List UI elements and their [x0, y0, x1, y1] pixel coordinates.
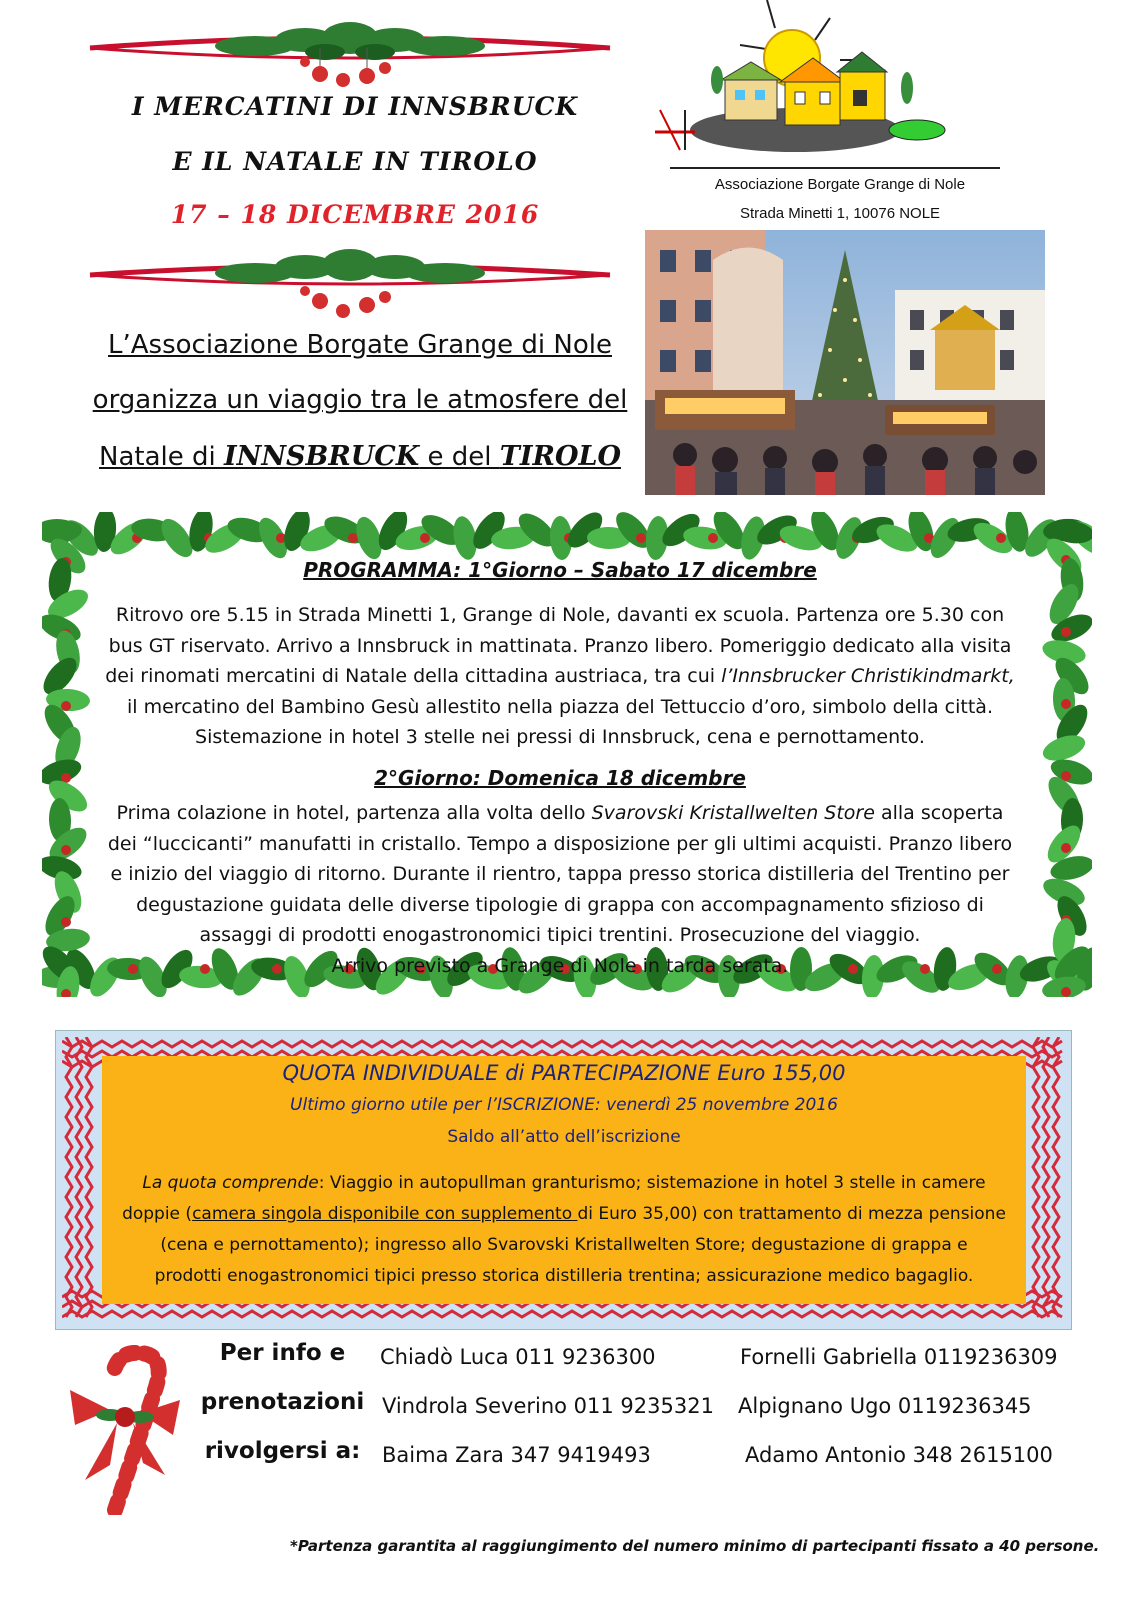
payment-note: Saldo all’atto dell’iscrizione [447, 1127, 681, 1147]
contact-chiado-luca: Chiadò Luca 011 9236300 [380, 1345, 656, 1369]
minimum-participants-note: *Partenza garantita al raggiungimento del numero minimo di partecipanti fissato a 40 persone. [290, 1537, 1100, 1555]
day1-line-4: il mercatino del Bambino Gesù allestito nella piazza del Tettuccio d’oro, simbolo della città. [127, 695, 993, 718]
day2-line-4: degustazione guidata delle diverse tipologie di grappa con accompagnamento sfizioso di [136, 893, 984, 916]
intro-line-3-mid: e del [419, 442, 500, 472]
title-line-1: I MERCATINI DI INNSBRUCK [131, 92, 579, 121]
association-address: Strada Minetti 1, 10076 NOLE [739, 205, 941, 222]
contacts-label-1: Per info e [219, 1340, 346, 1366]
contact-vindrola-severino: Vindrola Severino 011 9235321 [382, 1394, 714, 1418]
event-dates: 17 – 18 DICEMBRE 2016 [170, 200, 540, 229]
intro-line-1: L’Associazione Borgate Grange di Nole [108, 330, 612, 360]
swarovski-store-name: Svarovski Kristallwelten Store [591, 802, 875, 824]
includes-label: La quota comprende [142, 1173, 319, 1193]
day2-line-1-pre: Prima colazione in hotel, partenza alla volta dello [116, 802, 592, 824]
program-day2-heading: 2°Giorno: Domenica 18 dicembre [374, 766, 746, 790]
quota-includes [102, 1168, 1026, 1292]
quota-title: QUOTA INDIVIDUALE di PARTECIPAZIONE Euro 155,00 [282, 1061, 846, 1085]
contact-adamo-antonio: Adamo Antonio 348 2615100 [745, 1443, 1053, 1467]
candy-cane-icon [55, 1345, 200, 1515]
day2-line-5: assaggi di prodotti enogastronomici tipici trentini. Prosecuzione del viaggio. [199, 924, 921, 946]
day2-line-3: e inizio del viaggio di ritorno. Durante il rientro, tappa presso storica distilleria del Trentino per [110, 863, 1010, 885]
day1-line-2: bus GT riservato. Arrivo a Innsbruck in mattinata. Pranzo libero. Pomeriggio dedicato alla visita [108, 634, 1012, 657]
includes-line-1-text: : Viaggio in autopullman granturismo; sistemazione in hotel 3 stelle in camere [318, 1173, 986, 1193]
contact-alpignano-ugo: Alpignano Ugo 0119236345 [738, 1394, 1032, 1418]
day2-line-1-post: alla scoperta [874, 802, 1004, 824]
includes-line-1 [102, 1168, 1026, 1199]
intro-line-3-pre: Natale di [99, 442, 225, 472]
day1-line-1: Ritrovo ore 5.15 in Strada Minetti 1, Grange di Nole, davanti ex scuola. Partenza ore 5.30 con [115, 604, 1005, 626]
contacts-label-3: rivolgersi a: [204, 1438, 361, 1464]
christkindlmarkt-name: l’Innsbrucker Christikindmarkt, [721, 665, 1015, 687]
intro-line-3 [90, 441, 630, 472]
includes-line-2-post: di Euro 35,00) con trattamento di mezza pensione [577, 1204, 1006, 1224]
christmas-garland-middle [85, 245, 615, 325]
day1-line-3 [80, 661, 1040, 692]
includes-line-2-pre: doppie ( [122, 1204, 193, 1224]
day1-line-3-text: dei rinomati mercatini di Natale della cittadina austriaca, tra cui [105, 665, 722, 687]
includes-line-4: prodotti enogastronomici tipici presso storica distilleria trentina; assicurazione medico bagaglio. [154, 1266, 974, 1286]
registration-deadline: Ultimo giorno utile per l’ISCRIZIONE: venerdì 25 novembre 2016 [290, 1095, 838, 1115]
day2-line-1 [80, 798, 1040, 829]
contact-baima-zara: Baima Zara 347 9419493 [382, 1443, 651, 1467]
day2-line-2: dei “luccicanti” manufatti in cristallo. Tempo a disposizione per gli ultimi acquisti. Pranzo libero [107, 832, 1013, 855]
program-day1-heading: PROGRAMMA: 1°Giorno – Sabato 17 dicembre [303, 558, 817, 582]
contact-fornelli-gabriella: Fornelli Gabriella 0119236309 [740, 1345, 1058, 1369]
program-day2-text [80, 798, 1040, 981]
innsbruck-market-photo [645, 230, 1045, 495]
association-name: Associazione Borgate Grange di Nole [714, 176, 966, 193]
contacts-label-2: prenotazioni [200, 1389, 365, 1415]
day2-line-6: Arrivo previsto a Grange di Nole in tarda serata. [331, 954, 789, 977]
day1-line-5: Sistemazione in hotel 3 stelle nei pressi di Innsbruck, cena e pernottamento. [195, 726, 925, 748]
includes-line-3: (cena e pernottamento); ingresso allo Svarovski Kristallwelten Store; degustazione di grappa e [160, 1235, 968, 1255]
intro-line-2: organizza un viaggio tra le atmosfere del [92, 385, 628, 415]
christmas-garland-top [85, 18, 615, 88]
intro-city: INNSBRUCK [224, 441, 420, 472]
includes-line-2 [102, 1199, 1026, 1230]
single-room-supplement: camera singola disponibile con supplemento [192, 1204, 578, 1224]
title-line-2: E IL NATALE IN TIROLO [172, 147, 538, 176]
intro-region: TIROLO [499, 441, 621, 472]
association-logo [655, 0, 1015, 170]
program-day1-text [80, 600, 1040, 753]
